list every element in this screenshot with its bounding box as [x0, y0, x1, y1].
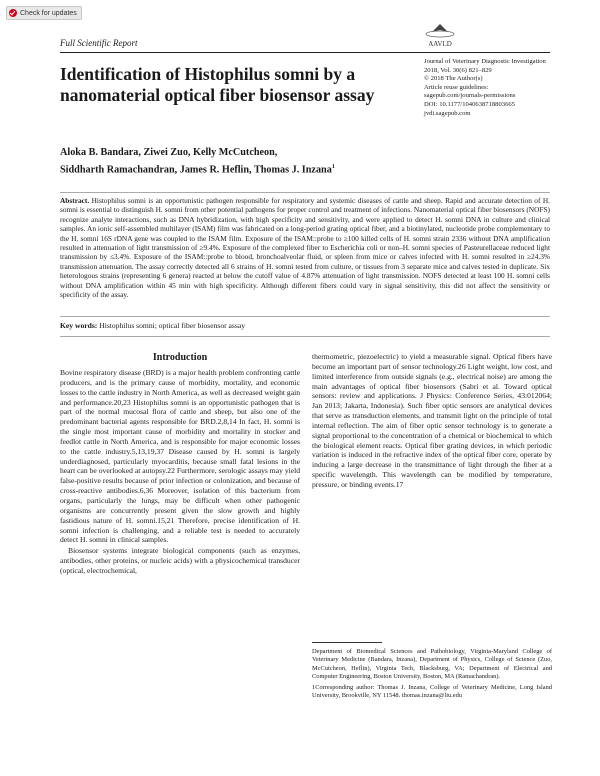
corresponding-author-footnote: 1Corresponding author: Thomas J. Inzana, College of Veterinary Medicine, Long Island University, Brookville, NY 11548. thomas.inzana@liu.edu: [312, 684, 552, 700]
affiliations-footnote: Department of Biomedical Sciences and Pathobiology, Virginia-Maryland College of Veterinary Medicine (Bandara, Inzana), Department of Physics, College of Science (Zuo, McCutcheon, Heflin), Virginia Tech, Blacksburg, VA; Department of Electrical and Computer Engineering, Boston University, Boston, MA (Ramachandran).: [312, 648, 552, 680]
authors-line-1: Aloka B. Bandara, Ziwei Zuo, Kelly McCutcheon,: [60, 147, 278, 158]
abstract-label: Abstract.: [60, 196, 90, 205]
doi[interactable]: DOI: 10.1177/1040638718803665: [424, 100, 515, 108]
left-column: [60, 368, 300, 576]
footnote-rule: [312, 642, 382, 643]
journal-volume: 2018, Vol. 30(6) 821–829: [424, 66, 492, 74]
permissions-link[interactable]: sagepub.com/journals-permissions: [424, 92, 516, 100]
keywords-text: Histophilus somni; optical fiber biosensor assay: [99, 321, 245, 330]
intro-paragraph-right: thermometric, piezoelectric) to yield a measurable signal. Optical fibers have become an important part of sensor technology.26 Light weight, low cost, and limited interference from outside signals (e.g., electrical noise) are among the main advantages of optical fiber biosensors (Sabri et al. Toward optical sensors: review and applications. J Physics: Conference Series, 43:012064; Jan 2013; Jakarta, Indonesia). Such fiber optic sensors are analytical devices that serve as transduction elements, and transmit light on the principle of total internal reflection. The aim of fiber optic sensor technology is to generate a signal proportional to the concentration of a chemical or biochemical to which the biological element reacts. Optical fiber grating devices, in which periodic variation is induced in the refractive index of the optical fiber core, operate by inducing a large decrease in the transmittance of light through the fiber at a specific wavelength. This wavelength can be modified by temperature, pressure, or binding events.17: [312, 352, 552, 489]
keywords: [60, 321, 550, 330]
journal-logo: [420, 22, 460, 50]
logo-text: AAVLD: [428, 40, 452, 48]
abstract-rule-top: [60, 192, 550, 193]
header-rule: [60, 52, 550, 53]
report-type: Full Scientific Report: [60, 38, 138, 48]
article-title: [60, 64, 410, 106]
introduction-heading: Introduction: [152, 352, 208, 363]
author-list: [60, 146, 480, 177]
authors-line-2: [60, 160, 480, 177]
badge-label: Check for updates: [20, 9, 77, 17]
journal-copyright: © 2018 The Author(s): [424, 75, 483, 83]
keywords-label: Key words:: [60, 321, 98, 330]
keywords-rule: [60, 336, 550, 337]
right-column: [312, 352, 552, 490]
title-text: Identification of Histophilus somni by a nanomaterial optical fiber biosensor assay: [60, 64, 375, 105]
journal-info: [424, 58, 584, 118]
footnotes: [312, 648, 552, 704]
author-affiliation-mark: 1: [331, 164, 335, 170]
journal-url[interactable]: jvdi.sagepub.com: [424, 109, 471, 117]
abstract-text: Histophilus somni is an opportunistic pathogen responsible for respiratory and systemic diseases of cattle and sheep. Rapid and accurate detection of H. somni is essential to distinguish H. somni from other potential pathogens for proper control and treatment of infections. Nanomaterial optical fiber biosensors (NOFS) recognize analyte interactions, such as DNA hybridization, with high specificity and sensitivity, and were applied to detect H. somni DNA in culture and clinical samples. An ionic self-assembled multilayer (ISAM) film was fabricated on a long-period grating optical fiber, and a biotinylated, nucleotide probe complementary to the H. somni 16S rDNA gene was coupled to the ISAM film. Exposure of the ISAM::probe to ≥100 killed cells of H. somni strain 2336 without DNA amplification resulted in attenuation of light transmission of ≥9.4%. Exposure of the complexed fiber to Escherichia coli or non–H. somni species of Pasteurellaceae reduced light transmission by ≤3.4%. Exposure of the ISAM::probe to blood, bronchoalveolar fluid, or spleen from mice or calves infected with H. somni resulted in ≥24.3% transmission attenuation. The assay correctly detected all 6 strains of H. somni tested from culture, or tissues from 3 separate mice and calves tested in duplicate. Six heterologous strains (representing 6 genera) reacted at below the cutoff value of 4.87% attenuation of light transmission. NOFS detected at least 100 H. somni cells without DNA amplification within 45 min with high specificity. Although different fibers could vary in signal sensitivity, this did not affect the sensitivity or specificity of the assay.: [60, 196, 550, 300]
intro-paragraph-2: Biosensor systems integrate biological components (such as enzymes, antibodies, other proteins, or nucleic acids) with a physicochemical transducer (optical, electrochemical,: [60, 546, 300, 575]
check-for-updates-badge[interactable]: [6, 6, 82, 20]
intro-paragraph-1: Bovine respiratory disease (BRD) is a major health problem confronting cattle producers, and is the primary cause of morbidity, mortality, and economic losses to the cattle industry in North America, as well as decreased weight gain and performance.20,23 Histophilus somni is an opportunistic pathogen that is part of the normal mucosal flora of cattle and sheep, but also one of the predominant bacterial agents responsible for BRD.2,8,14 In fact, H. somni is the single most important cause of morbidity and mortality in stocker and feedlot cattle in North America, and is responsible for major economic losses to the cattle industry.5,13,19,37 Disease caused by H. somni is largely underdiagnosed, particularly myocarditis, because small fatal lesions in the heart can be overlooked at autopsy.22 Furthermore, serologic assays may yield false-positive results because of prior infection or colonization, and because of cross-reactive antibodies.6,36 Moreover, isolation of this bacterium from organs, particularly the lungs, may be difficult when other pathogenic organisms are concurrently present given the slow growth and highly fastidious nature of H. somni.15,21 Therefore, precise identification of H. somni infection is challenging, and a reliable test is needed to accurately detect H. somni in clinical samples.: [60, 368, 300, 545]
journal-name: Journal of Veterinary Diagnostic Investigation: [424, 58, 546, 65]
abstract: [60, 196, 550, 299]
reuse-guidelines: Article reuse guidelines:: [424, 83, 489, 91]
abstract-rule-bottom: [60, 316, 550, 317]
authors-line-2-text: Siddharth Ramachandran, James R. Heflin, Thomas J. Inzana: [60, 164, 332, 176]
check-icon: [9, 9, 17, 17]
